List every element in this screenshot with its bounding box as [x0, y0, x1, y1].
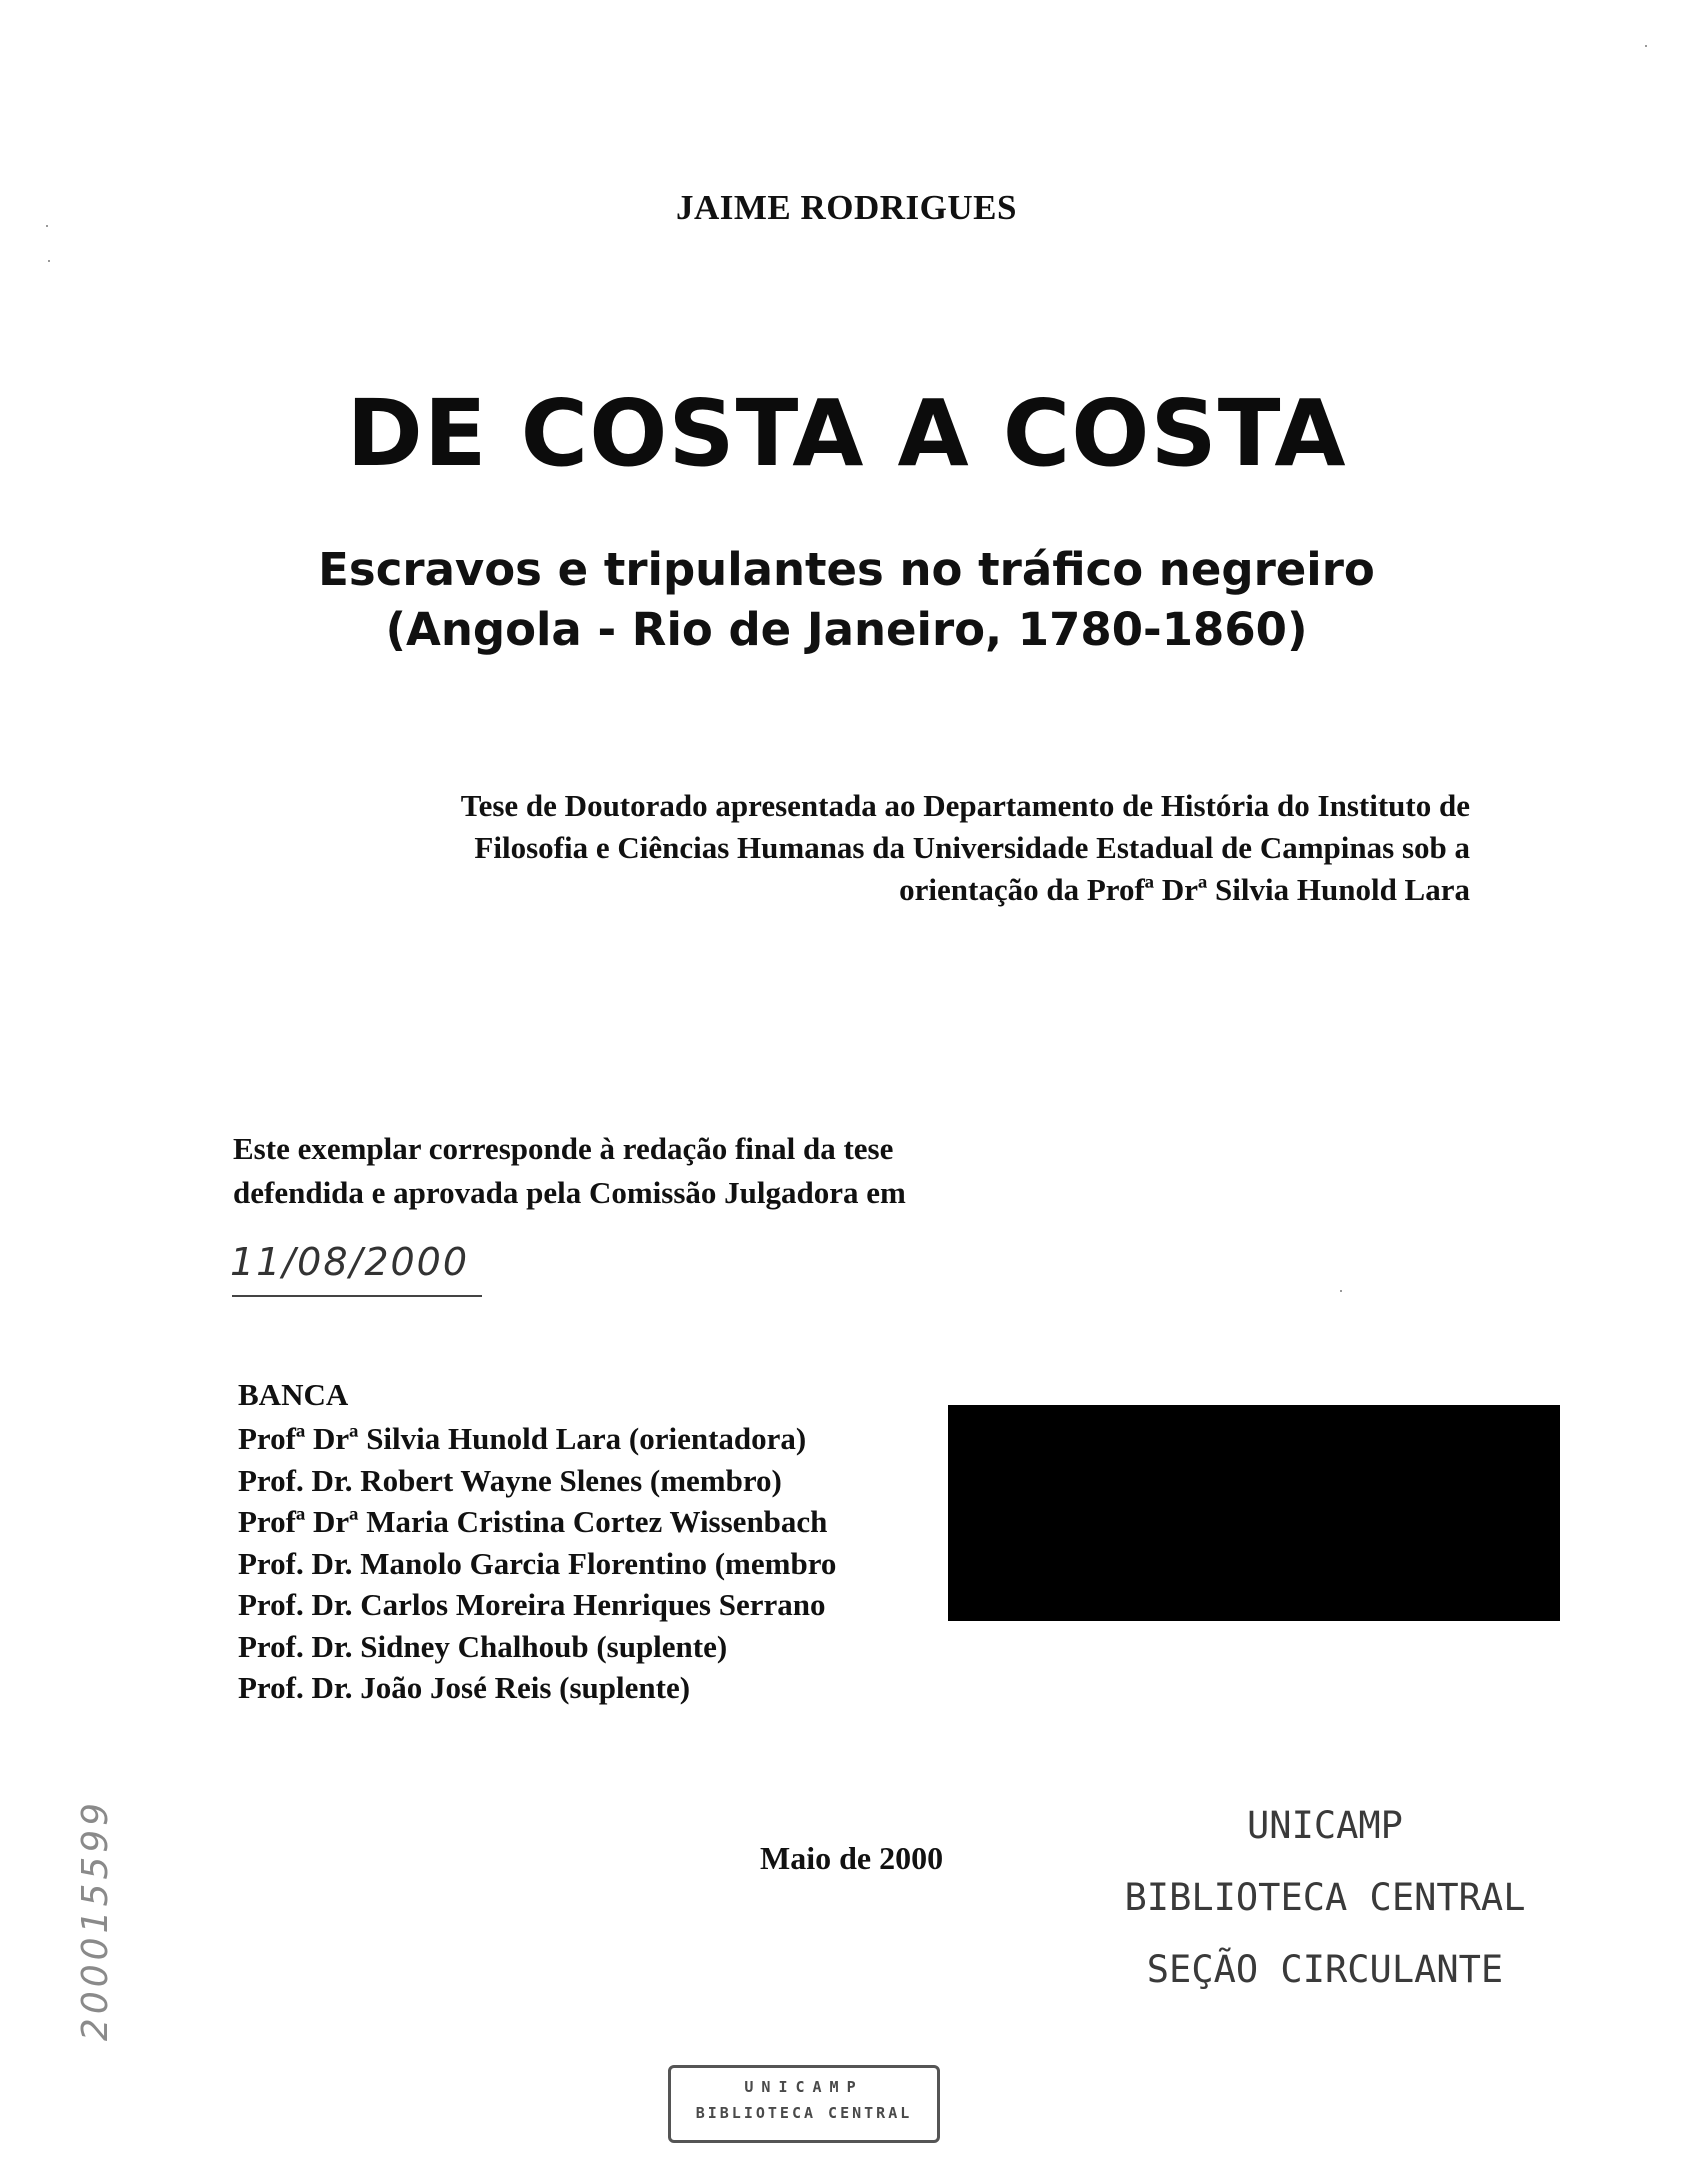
- margin-handwritten-number: 200015599: [75, 1798, 116, 2042]
- small-stamp-line-1: UNICAMP: [744, 2078, 864, 2096]
- banca-member-list: [238, 1418, 836, 1709]
- library-stamp: [1060, 1790, 1590, 2006]
- scan-speck: [46, 225, 48, 227]
- final-version-statement: [233, 1127, 1133, 1215]
- banca-member: Profª Drª Silvia Hunold Lara (orientadora): [238, 1421, 807, 1456]
- statement-line-1: Este exemplar corresponde à redação final da tese: [233, 1131, 894, 1166]
- small-library-stamp: [668, 2065, 940, 2143]
- library-stamp-line-3: SEÇÃO CIRCULANTE: [1146, 1948, 1504, 1991]
- subtitle-line-1: Escravos e tripulantes no tráfico negreiro: [318, 543, 1375, 596]
- thesis-note-line-2: Filosofia e Ciências Humanas da Universidade Estadual de Campinas sob a: [474, 830, 1470, 865]
- statement-line-2: defendida e aprovada pela Comissão Julgadora em: [233, 1175, 906, 1210]
- subtitle-line-2: (Angola - Rio de Janeiro, 1780-1860): [385, 603, 1308, 656]
- banca-member: Prof. Dr. João José Reis (suplente): [238, 1670, 691, 1705]
- banca-heading: BANCA: [238, 1377, 349, 1412]
- banca-member: Prof. Dr. Sidney Chalhoub (suplente): [238, 1628, 728, 1664]
- scan-speck: [48, 260, 50, 262]
- thesis-subtitle: [0, 540, 1693, 660]
- thesis-note-line-3: orientação da Profª Drª Silvia Hunold Lara: [899, 872, 1470, 907]
- library-stamp-line-1: UNICAMP: [1247, 1804, 1403, 1847]
- scan-speck: [1645, 45, 1647, 47]
- banca-member: Prof. Dr. Manolo Garcia Florentino (membro: [238, 1545, 837, 1581]
- thesis-note-line-1: Tese de Doutorado apresentada ao Departamento de História do Instituto de: [460, 788, 1470, 823]
- thesis-title: DE COSTA A COSTA: [346, 380, 1347, 487]
- handwritten-approval-date: 11/08/2000: [230, 1240, 470, 1284]
- library-stamp-line-2: BIBLIOTECA CENTRAL: [1124, 1876, 1526, 1919]
- redaction-block: [948, 1405, 1560, 1621]
- scan-speck: [1340, 1290, 1342, 1292]
- date-underline: [232, 1295, 482, 1297]
- banca-member: Prof. Dr. Carlos Moreira Henriques Serrano: [238, 1587, 826, 1622]
- banca-member: Profª Drª Maria Cristina Cortez Wissenbach: [238, 1504, 828, 1539]
- submission-date: Maio de 2000: [760, 1840, 944, 1876]
- small-stamp-line-2: BIBLIOTECA CENTRAL: [695, 2104, 913, 2122]
- author-name: JAIME RODRIGUES: [675, 188, 1017, 227]
- banca-member: Prof. Dr. Robert Wayne Slenes (membro): [238, 1462, 782, 1498]
- thesis-note: [230, 785, 1470, 911]
